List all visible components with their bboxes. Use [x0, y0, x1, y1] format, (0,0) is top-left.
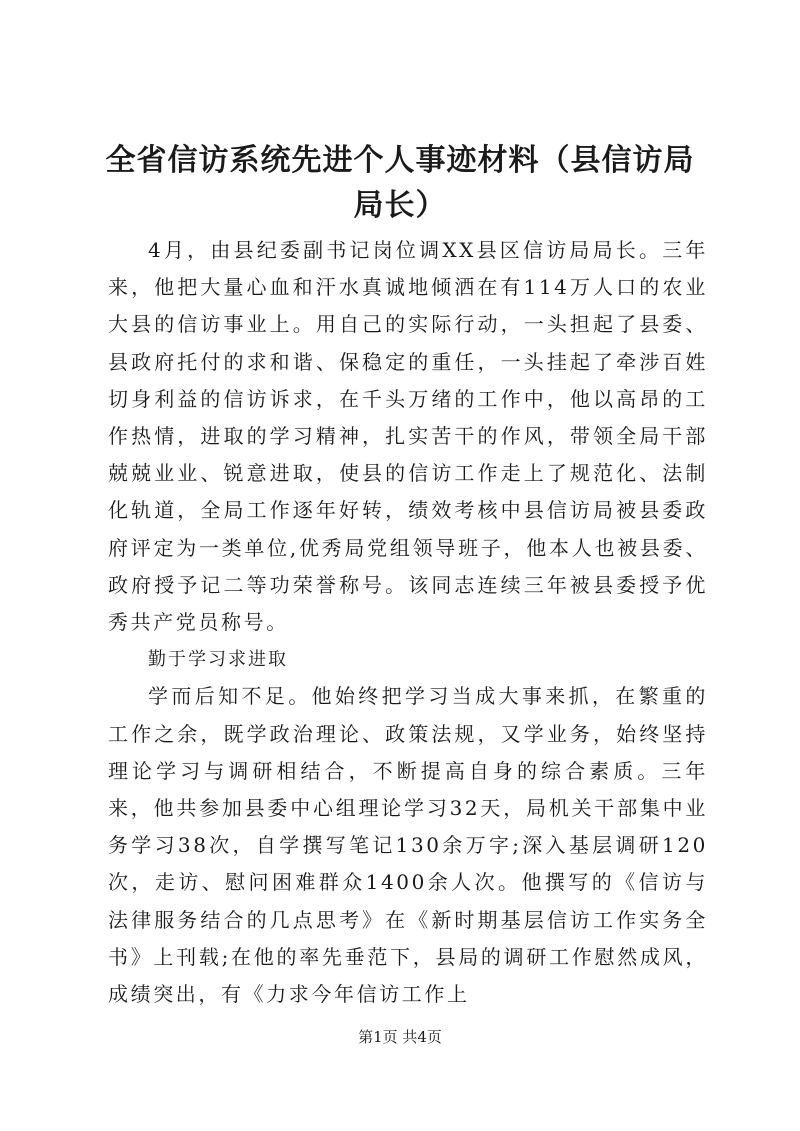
page-footer: 第1页 共4页	[358, 1028, 442, 1046]
page-title: 全省信访系统先进个人事迹材料（县信访局局长）	[105, 143, 695, 223]
section-heading: 勤于学习求进取	[148, 649, 288, 671]
paragraph-study: 学而后知不足。他始终把学习当成大事来抓，在繁重的工作之余，既学政治理论、政策法规，又学业务，始终坚持理论学习与调研相结合，不断提高自身的综合素质。三年来，他共参加县委中心组理论学习32天，局机关干部集中业务学习38次，自学撰写笔记130余万字;深入基层调研120次，走访、慰问困难群众1400余人次。他撰写的《信访与法律服务结合的几点思考》在《新时期基层信访工作实务全书》上刊载;在他的率先垂范下，县局的调研工作慰然成风，成绩突出，有《力求今年信访工作上	[108, 684, 708, 1007]
paragraph-intro: 4月，由县纪委副书记岗位调XX县区信访局局长。三年来，他把大量心血和汗水真诚地倾洒在有114万人口的农业大县的信访事业上。用自己的实际行动，一头担起了县委、县政府托付的求和谐、保稳定的重任，一头挂起了牵涉百姓切身利益的信访诉求，在千头万绪的工作中，他以高昂的工作热情，进取的学习精神，扎实苦干的作风，带领全局干部兢兢业业、锐意进取，使县的信访工作走上了规范化、法制化轨道，全局工作逐年好转，绩效考核中县信访局被县委政府评定为一类单位,优秀局党组领导班子，他本人也被县委、政府授予记二等功荣誉称号。该同志连续三年被县委授予优秀共产党员称号。	[108, 238, 708, 635]
document-body	[108, 232, 708, 1013]
